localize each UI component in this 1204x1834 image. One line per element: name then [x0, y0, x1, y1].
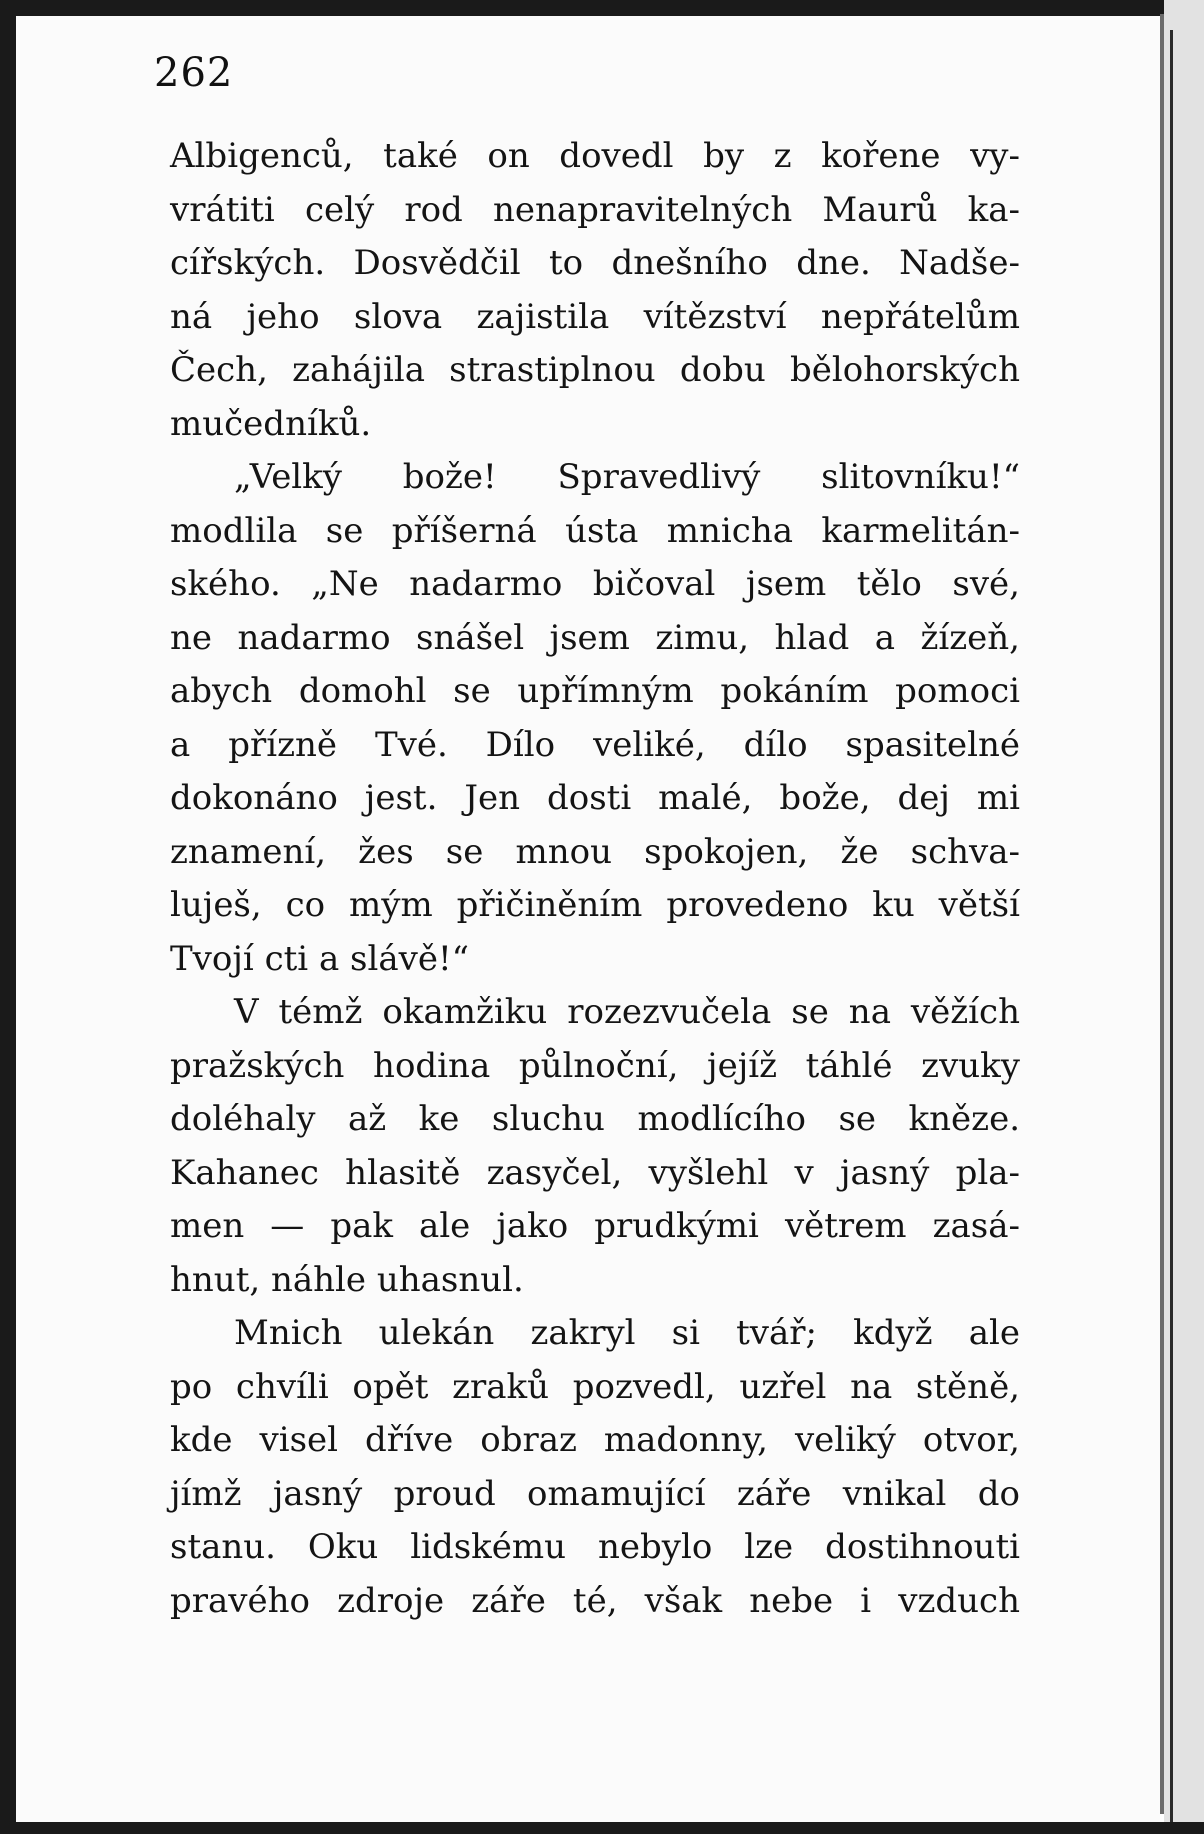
- text-line: ne nadarmo snášel jsem zimu, hlad a žízeň,: [170, 617, 1020, 658]
- text-line: Tvojí cti a slávě!“: [170, 938, 470, 979]
- text-line: po chvíli opět zraků pozvedl, uzřel na stěně,: [170, 1366, 1020, 1407]
- text-line: abych domohl se upřímným pokáním pomoci: [170, 671, 1020, 711]
- scan-border-left: [0, 0, 16, 1834]
- text-line: luješ, co mým přičiněním provedeno ku větší: [170, 885, 1020, 925]
- text-line: cířských. Dosvědčil to dnešního dne. Nadše-: [170, 243, 1020, 283]
- text-line: ského. „Ne nadarmo bičoval jsem tělo své,: [170, 564, 1020, 604]
- page-number: 262: [154, 50, 234, 96]
- text-line: ná jeho slova zajistila vítězství nepřátelům: [170, 296, 1020, 337]
- text-line: dokonáno jest. Jen dosti malé, bože, dej mi: [170, 778, 1020, 818]
- text-line: Albigenců, také on dovedl by z kořene vy-: [170, 136, 1020, 176]
- gutter-edge-line: [1170, 30, 1173, 1830]
- text-line: pravého zdroje záře té, však nebe i vzduch: [170, 1580, 1020, 1621]
- page-edge: [1160, 14, 1164, 1814]
- text-line: jímž jasný proud omamující záře vnikal do: [170, 1473, 1020, 1514]
- text-line: a přízně Tvé. Dílo veliké, dílo spasitelné: [170, 724, 1020, 765]
- text-line: stanu. Oku lidskému nebylo lze dostihnouti: [170, 1527, 1020, 1567]
- text-line: znamení, žes se mnou spokojen, že schva-: [170, 831, 1020, 872]
- text-line: „Velký bože! Spravedlivý slitovníku!“: [234, 457, 1020, 497]
- scan-border-top: [0, 0, 1204, 16]
- text-line: kde visel dříve obraz madonny, veliký otvor,: [170, 1420, 1020, 1460]
- text-line: modlila se příšerná ústa mnicha karmelitán-: [170, 510, 1020, 551]
- text-line: pražských hodina půlnoční, jejíž táhlé zvuky: [170, 1045, 1020, 1086]
- text-line: mučedníků.: [170, 403, 372, 444]
- text-line: men — pak ale jako prudkými větrem zasá-: [170, 1206, 1020, 1246]
- text-line: Čech, zahájila strastiplnou dobu bělohorských: [170, 350, 1020, 390]
- text-line: doléhaly až ke sluchu modlícího se kněze.: [170, 1099, 1020, 1139]
- text-line: Kahanec hlasitě zasyčel, vyšlehl v jasný pla-: [170, 1152, 1020, 1193]
- scan-border-bottom: [0, 1822, 1204, 1834]
- body-text: [170, 130, 1020, 1628]
- text-line: V témž okamžiku rozezvučela se na věžích: [234, 992, 1020, 1032]
- text-line: hnut, náhle uhasnul.: [170, 1259, 524, 1300]
- text-line: Mnich ulekán zakryl si tvář; když ale: [234, 1313, 1020, 1353]
- text-line: vrátiti celý rod nenapravitelných Maurů ka-: [170, 189, 1020, 230]
